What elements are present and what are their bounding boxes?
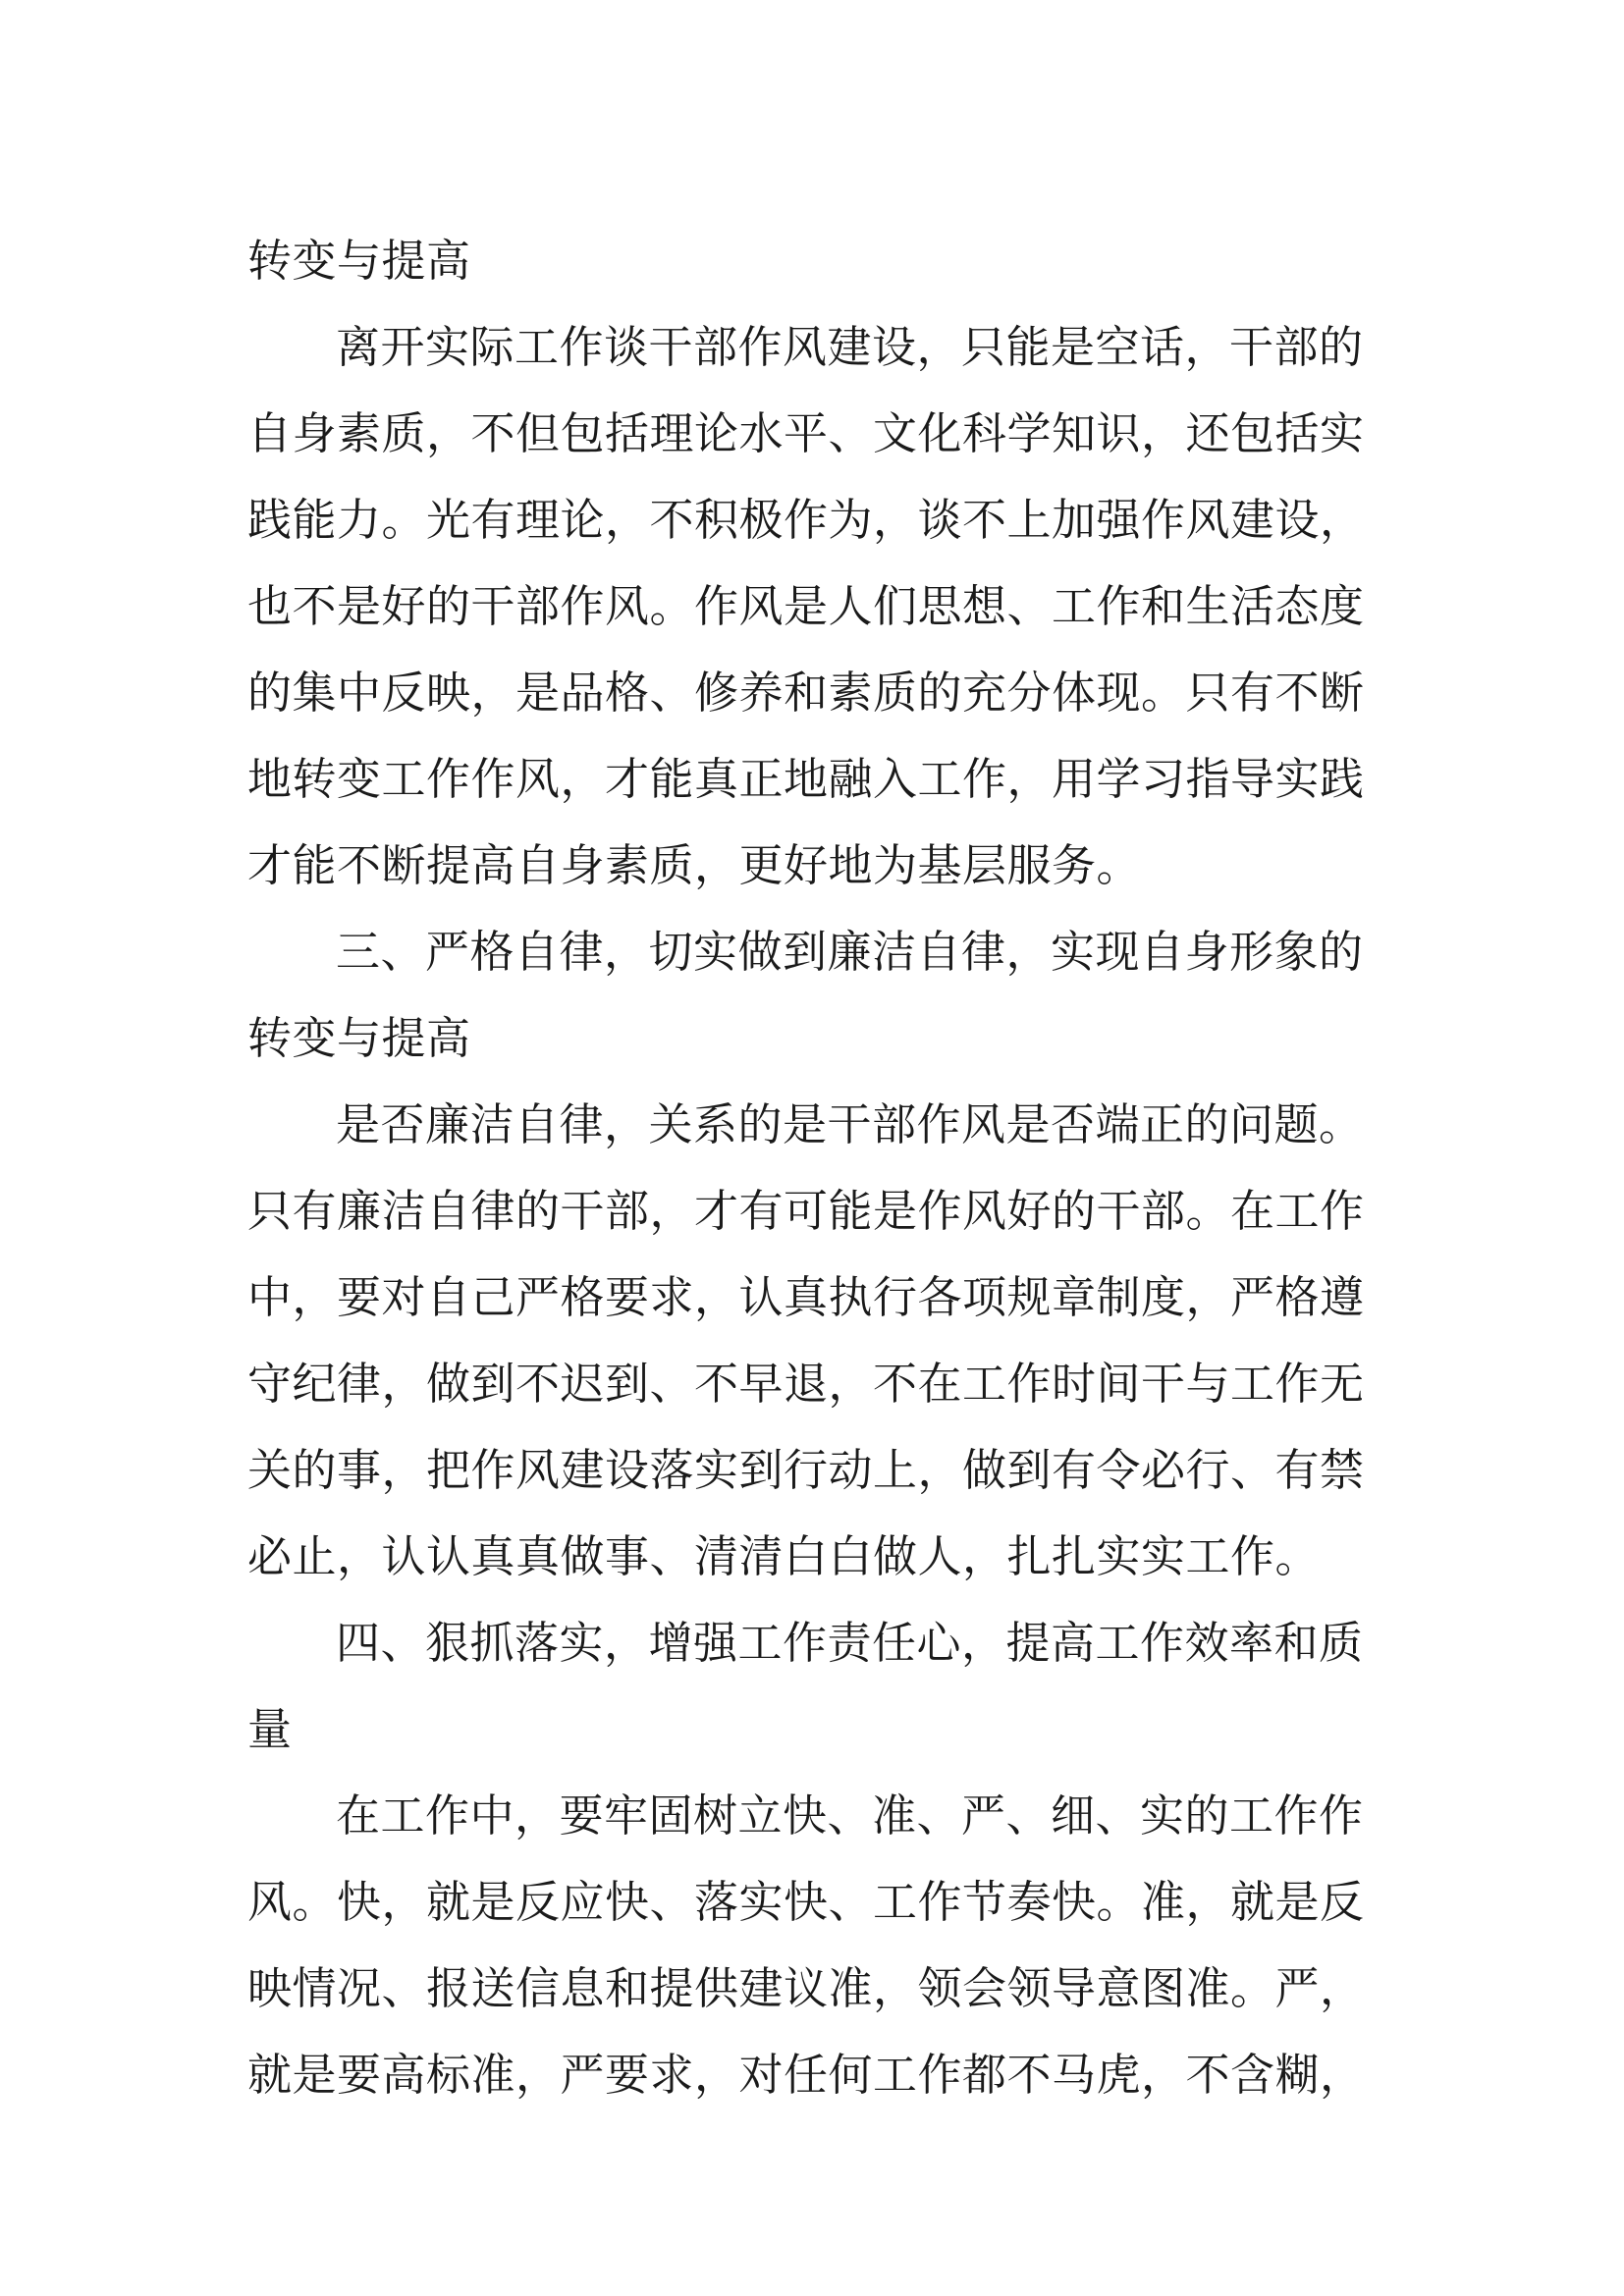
text-line: 践能力。光有理论，不积极作为，谈不上加强作风建设， bbox=[247, 494, 1365, 546]
text-line: 只有廉洁自律的干部，才有可能是作风好的干部。在工作 bbox=[247, 1185, 1365, 1237]
text-line: 风。快，就是反应快、落实快、工作节奏快。准，就是反 bbox=[247, 1876, 1365, 1928]
section-heading-line: 三、严格自律，切实做到廉洁自律，实现自身形象的 bbox=[336, 926, 1364, 978]
section-heading-line: 转变与提高 bbox=[247, 1012, 471, 1064]
text-line: 映情况、报送信息和提供建议准，领会领导意图准。严， bbox=[247, 1962, 1365, 2014]
body-text bbox=[247, 218, 1386, 2118]
text-line: 关的事，把作风建设落实到行动上，做到有令必行、有禁 bbox=[247, 1444, 1365, 1496]
text-line: 的集中反映，是品格、修养和素质的充分体现。只有不断 bbox=[247, 667, 1365, 719]
text-line: 在工作中，要牢固树立快、准、严、细、实的工作作 bbox=[336, 1789, 1364, 1842]
text-line: 也不是好的干部作风。作风是人们思想、工作和生活态度 bbox=[247, 580, 1365, 632]
text-line: 转变与提高 bbox=[247, 235, 471, 287]
text-line: 是否廉洁自律，关系的是干部作风是否端正的问题。 bbox=[336, 1098, 1364, 1150]
text-line: 中，要对自己严格要求，认真执行各项规章制度，严格遵 bbox=[247, 1271, 1365, 1323]
text-line: 就是要高标准，严要求，对任何工作都不马虎，不含糊， bbox=[247, 2049, 1365, 2101]
section-heading-line: 四、狠抓落实，增强工作责任心，提高工作效率和质 bbox=[336, 1617, 1364, 1669]
text-line: 离开实际工作谈干部作风建设，只能是空话，干部的 bbox=[336, 321, 1364, 373]
text-line: 才能不断提高自身素质，更好地为基层服务。 bbox=[247, 839, 1142, 891]
text-line: 地转变工作作风，才能真正地融入工作，用学习指导实践 bbox=[247, 753, 1365, 805]
section-heading-line: 量 bbox=[247, 1703, 293, 1755]
text-line: 自身素质，不但包括理论水平、文化科学知识，还包括实 bbox=[247, 407, 1365, 459]
text-line: 必止，认认真真做事、清清白白做人，扎扎实实工作。 bbox=[247, 1530, 1321, 1582]
text-line: 守纪律，做到不迟到、不早退，不在工作时间干与工作无 bbox=[247, 1358, 1365, 1410]
